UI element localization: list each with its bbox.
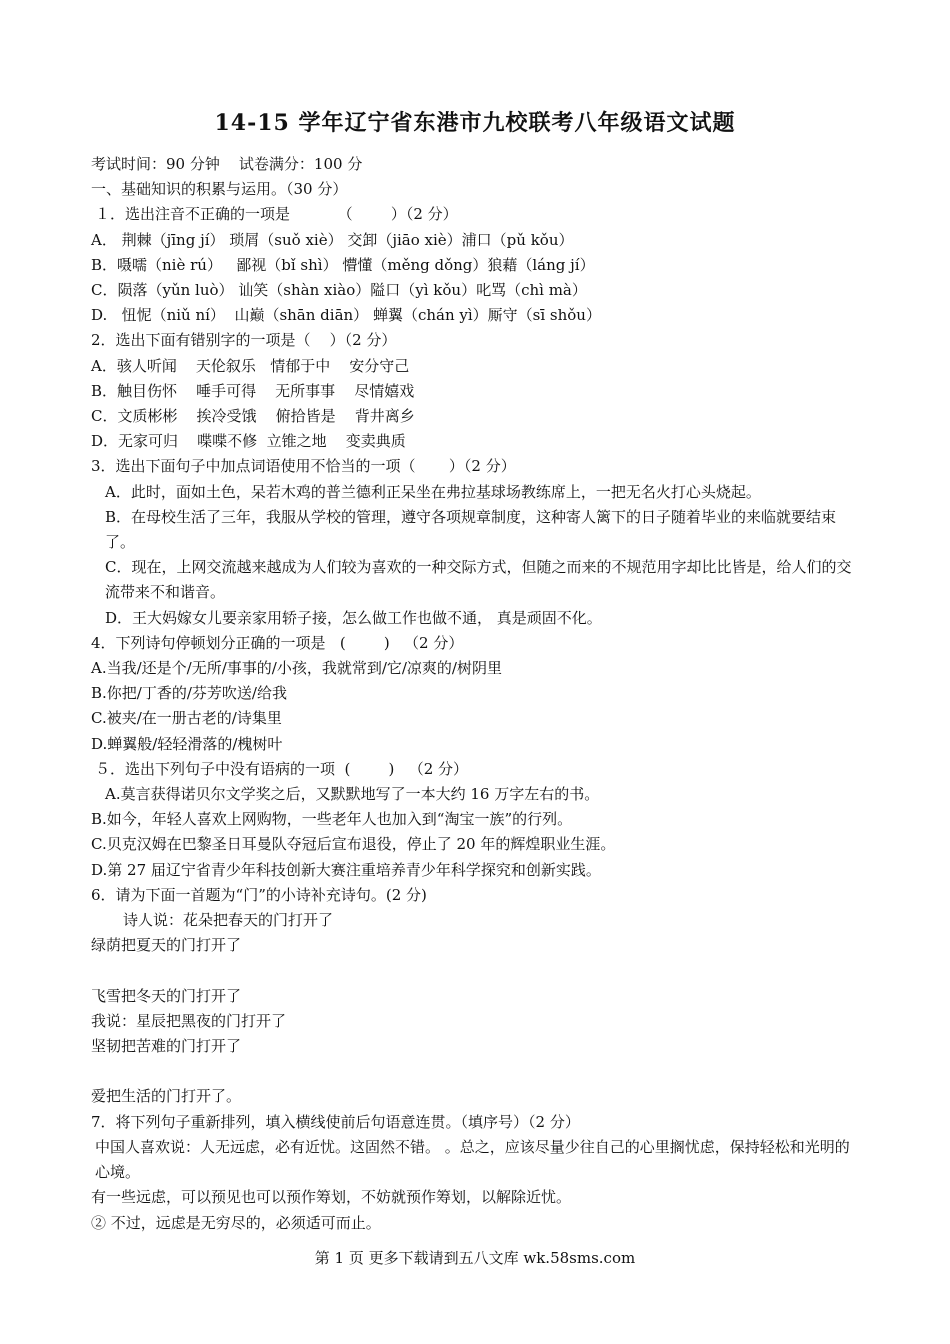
option-1b: B．嗫嚅（niè rú） 鄙视（bǐ shì） 懵懂（měng dǒng）狼藉（láng jí） bbox=[91, 255, 595, 274]
option-4a: A.当我/还是个/无所/事事的/小孩，我就常到/它/凉爽的/树阴里 bbox=[91, 659, 502, 678]
option-1c: C．陨落（yǔn luò） 讪笑（shàn xiào）隘口（yì kǒu）叱骂（chì mà） bbox=[91, 281, 587, 300]
option-3b: B．在母校生活了三年，我服从学校的管理，遵守各项规章制度，这种寄人篱下的日子随着毕业的来临就要结束了。 bbox=[105, 507, 837, 552]
question-3: 3．选出下面句子中加点词语使用不恰当的一项（ ）（2 分） bbox=[91, 457, 516, 476]
option-2d: D．无家可归 喋喋不修 立锥之地 变卖典质 bbox=[91, 432, 406, 451]
question-1: １．选出注音不正确的一项是 （ ）（2 分） bbox=[95, 205, 458, 224]
option-3a: A．此时，面如土色，呆若木鸡的普兰德利正呆坐在弗拉基球场教练席上，一把无名火打心头烧起。 bbox=[105, 482, 761, 501]
option-4d: D.蝉翼般/轻轻滑落的/槐树叶 bbox=[91, 734, 283, 753]
poem-line-2: 绿荫把夏天的门打开了 bbox=[91, 936, 242, 955]
option-4b: B.你把/丁香的/芬芳吹送/给我 bbox=[91, 684, 287, 703]
poem-line-1: 诗人说：花朵把春天的门打开了 bbox=[123, 911, 334, 930]
option-5d: D.第 27 届辽宁省青少年科技创新大赛注重培养青少年科学探究和创新实践。 bbox=[91, 860, 601, 879]
sentence-1: 有一些远虑，可以预见也可以预作筹划，不妨就预作筹划，以解除近忧。 bbox=[91, 1188, 572, 1207]
page-title: 14-15 学年辽宁省东港市九校联考八年级语文试题 bbox=[214, 110, 736, 136]
question-4: 4．下列诗句停顿划分正确的一项是 ( ) （2 分） bbox=[91, 633, 464, 652]
question-7-passage: 中国人喜欢说：人无远虑，必有近忧。这固然不错。 。总之，应该尽量少往自己的心里搁忧虑，保持轻松和光明的心境。 bbox=[95, 1137, 850, 1182]
option-3d: D．王大妈嫁女儿要亲家用轿子接，怎么做工作也做不通， 真是顽固不化。 bbox=[105, 608, 602, 627]
question-6: 6．请为下面一首题为“门”的小诗补充诗句。(2 分) bbox=[91, 885, 427, 904]
poem-line-5: 坚韧把苦难的门打开了 bbox=[91, 1037, 242, 1056]
question-5: ５．选出下列句子中没有语病的一项 ( ) （2 分） bbox=[95, 759, 469, 778]
option-3c: C．现在，上网交流越来越成为人们较为喜欢的一种交际方式，但随之而来的不规范用字却比比皆是，给人们的交流带来不和谐音。 bbox=[105, 558, 852, 602]
sentence-2: ② 不过，远虑是无穷尽的，必须适可而止。 bbox=[91, 1213, 381, 1232]
poem-blank-1 bbox=[91, 959, 861, 984]
question-2: 2．选出下面有错别字的一项是（ ）（2 分） bbox=[91, 331, 397, 350]
poem-line-3: 飞雪把冬天的门打开了 bbox=[91, 986, 242, 1005]
option-2a: A．骇人听闻 天伦叙乐 情郁于中 安分守己 bbox=[91, 356, 410, 375]
document-body bbox=[91, 152, 861, 1236]
option-4c: C.被夹/在一册古老的/诗集里 bbox=[91, 709, 282, 728]
section-heading: 一、基础知识的积累与运用。（30 分） bbox=[91, 180, 348, 199]
exam-info: 考试时间：90 分钟 试卷满分：100 分 bbox=[91, 155, 363, 173]
option-1a: A． 荆棘（jīng jí） 琐屑（suǒ xiè） 交卸（jiāo xiè）浦口（pǔ kǒu） bbox=[91, 230, 574, 249]
option-5a: A.莫言获得诺贝尔文学奖之后，又默默地写了一本大约 16 万字左右的书。 bbox=[105, 785, 600, 804]
option-2b: B．触目伤怀 唾手可得 无所事事 尽情嬉戏 bbox=[91, 381, 415, 400]
option-5b: B.如今，年轻人喜欢上网购物，一些老年人也加入到“淘宝一族”的行列。 bbox=[91, 810, 573, 829]
poem-line-4: 我说：星辰把黑夜的门打开了 bbox=[91, 1011, 287, 1030]
option-1d: D. 忸怩（niǔ ní） 山巅（shān diān） 蝉翼（chán yì）厮守（sī shǒu） bbox=[91, 306, 601, 325]
option-5c: C.贝克汉姆在巴黎圣日耳曼队夺冠后宣布退役，停止了 20 年的辉煌职业生涯。 bbox=[91, 835, 616, 854]
poem-blank-2 bbox=[91, 1059, 861, 1084]
page-footer: 第 1 页 更多下载请到五八文库 wk.58sms.com bbox=[314, 1249, 636, 1267]
question-7: 7．将下列句子重新排列，填入横线使前后句语意连贯。（填序号）（2 分） bbox=[91, 1112, 580, 1131]
option-2c: C．文质彬彬 挨冷受饿 俯拾皆是 背井离乡 bbox=[91, 407, 415, 426]
poem-line-6: 爱把生活的门打开了。 bbox=[91, 1087, 242, 1106]
